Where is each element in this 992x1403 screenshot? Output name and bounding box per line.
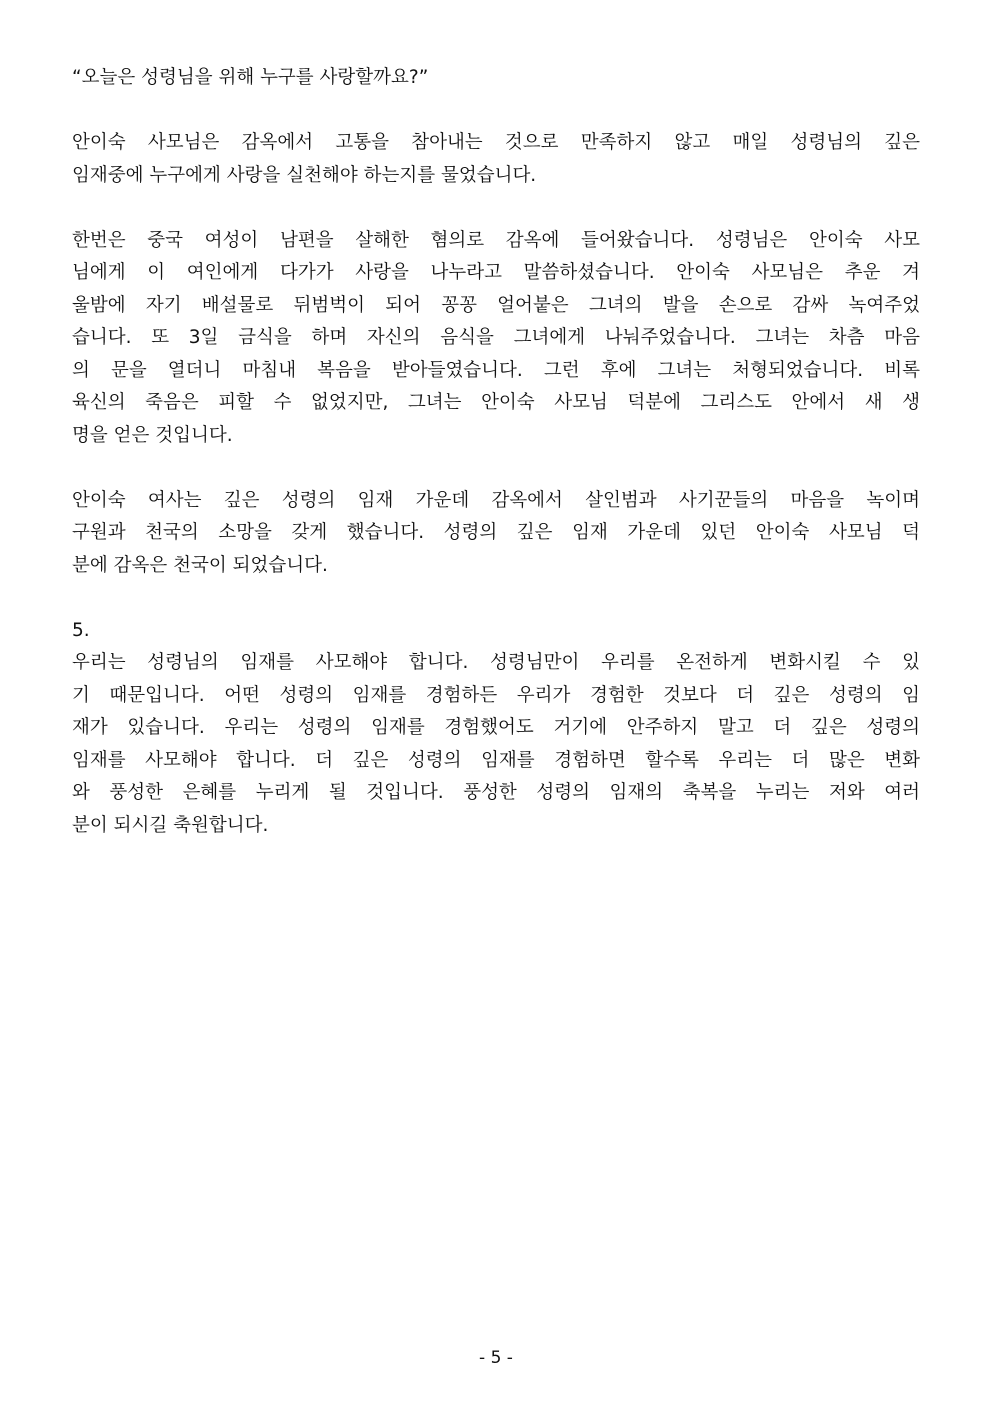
text-line: 임재를 사모해야 합니다. 더 깊은 성령의 임재를 경험하면 할수록 우리는 더 많은 변화 xyxy=(72,749,920,771)
text-line: 분에 감옥은 천국이 되었습니다. xyxy=(72,554,328,576)
text-line: 육신의 죽음은 피할 수 없었지만, 그녀는 안이숙 사모님 덕분에 그리스도 안에서 새 생 xyxy=(72,392,920,413)
text-line: 재가 있습니다. 우리는 성령의 임재를 경험했어도 거기에 안주하지 말고 더 깊은 성령의 xyxy=(72,717,920,738)
text-line: 안이숙 사모님은 감옥에서 고통을 참아내는 것으로 만족하지 않고 매일 성령님의 깊은 xyxy=(72,132,920,153)
paragraph-gap xyxy=(72,582,920,615)
text-line: 기 때문입니다. 어떤 성령의 임재를 경험하든 우리가 경험한 것보다 더 깊은 성령의 임 xyxy=(72,684,920,706)
text-line: 명을 얻은 것입니다. xyxy=(72,424,233,446)
text-line: 의 문을 열더니 마침내 복음을 받아들였습니다. 그런 후에 그녀는 처형되었습니다. 비록 xyxy=(72,359,920,381)
text-line: 우리는 성령님의 임재를 사모해야 합니다. 성령님만이 우리를 온전하게 변화시킬 수 있 xyxy=(72,652,920,673)
paragraph-gap xyxy=(72,95,920,128)
text-line: 울밤에 자기 배설물로 뒤범벅이 되어 꽁꽁 얼어붙은 그녀의 발을 손으로 감싸 녹여주었 xyxy=(72,294,920,316)
text-line: 안이숙 여사는 깊은 성령의 임재 가운데 감옥에서 살인범과 사기꾼들의 마음을 녹이며 xyxy=(72,489,920,511)
text-line: 와 풍성한 은혜를 누리게 될 것입니다. 풍성한 성령의 임재의 축복을 누리는 저와 여러 xyxy=(72,782,920,803)
page-number: - 5 - xyxy=(479,1348,513,1368)
paragraph-gap xyxy=(72,192,920,225)
text-line: 구원과 천국의 소망을 갖게 했습니다. 성령의 깊은 임재 가운데 있던 안이숙 사모님 덕 xyxy=(72,522,920,543)
text-line: 임재중에 누구에게 사랑을 실천해야 하는지를 물었습니다. xyxy=(72,164,537,186)
text-line: 님에게 이 여인에게 다가가 사랑을 나누라고 말씀하셨습니다. 안이숙 사모님은 추운 겨 xyxy=(72,262,920,283)
section-number: 5. xyxy=(72,619,90,641)
text-line: 한번은 중국 여성이 남편을 살해한 혐의로 감옥에 들어왔습니다. 성령님은 안이숙 사모 xyxy=(72,229,920,251)
text-line: 습니다. 또 3일 금식을 하며 자신의 음식을 그녀에게 나눠주었습니다. 그녀는 차츰 마음 xyxy=(72,327,920,348)
paragraph-gap xyxy=(72,452,920,485)
quote-line: “오늘은 성령님을 위해 누구를 사랑할까요?” xyxy=(72,67,429,88)
document-body xyxy=(72,62,920,842)
text-line: 분이 되시길 축원합니다. xyxy=(72,814,269,836)
